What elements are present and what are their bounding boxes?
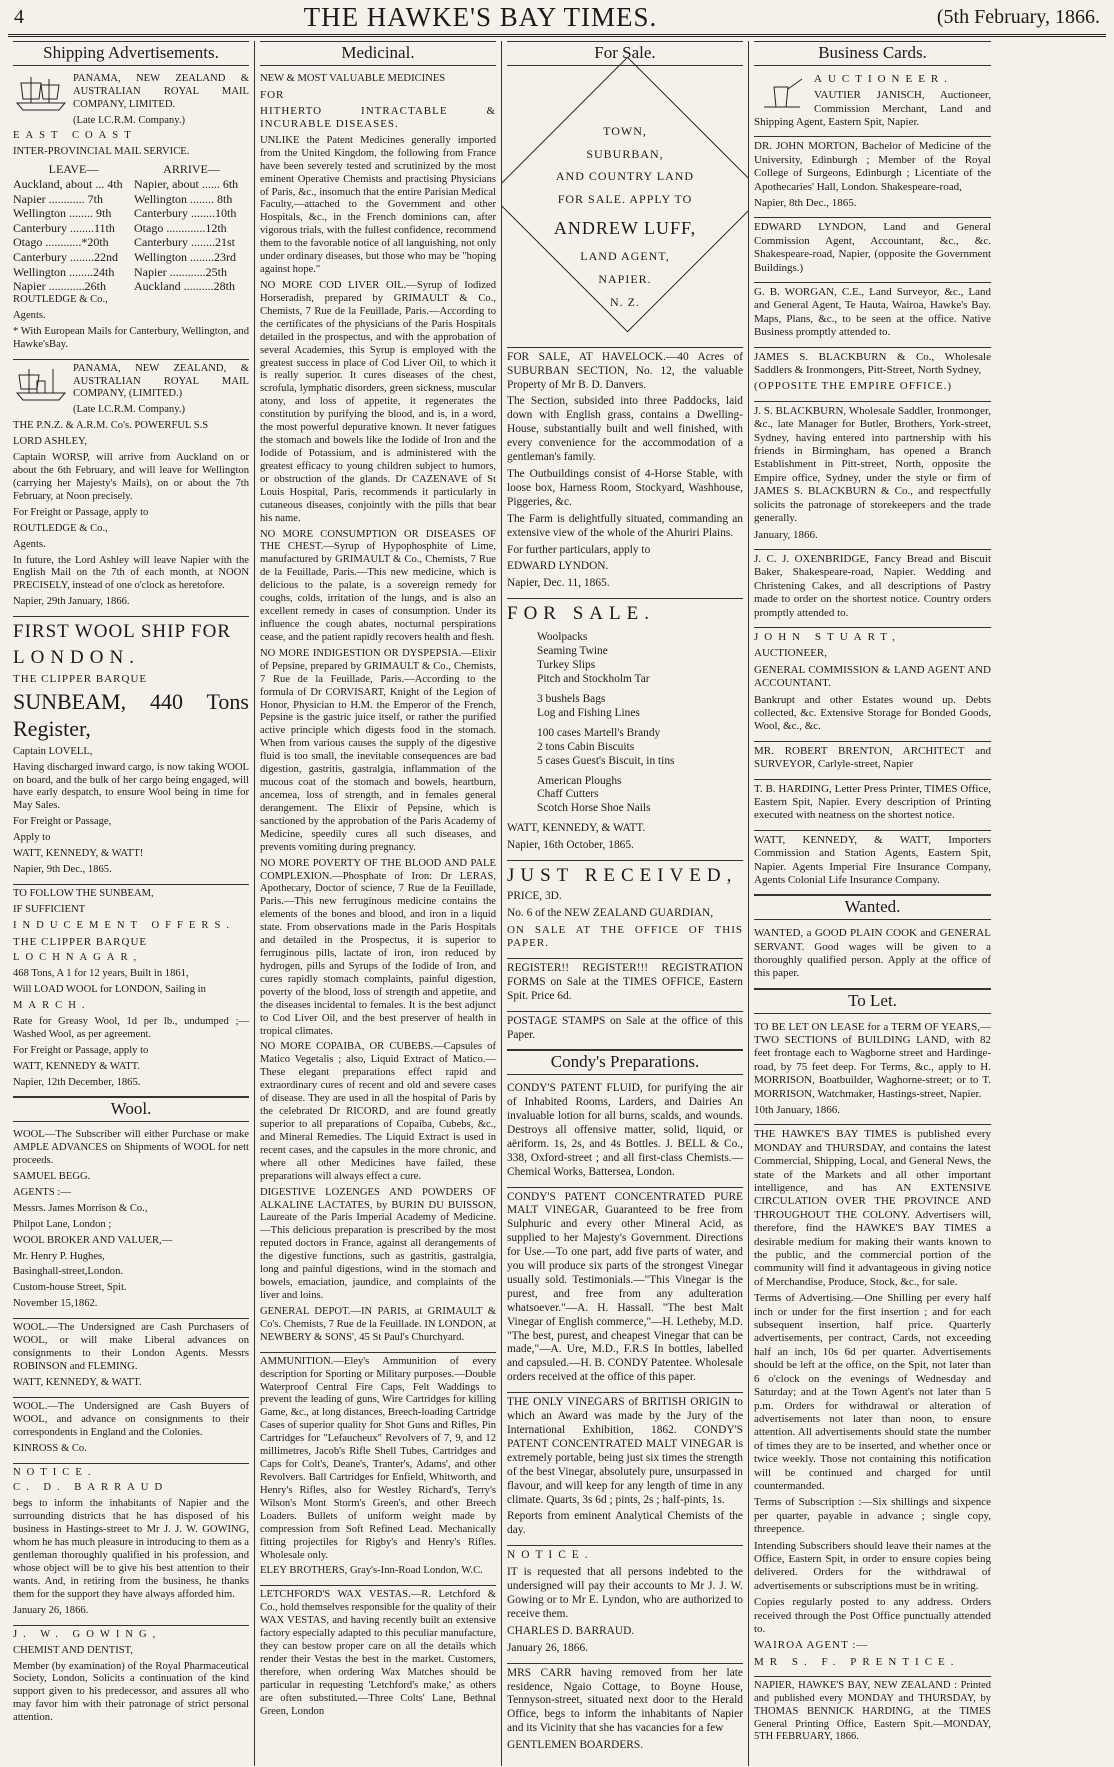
goods-list [507, 631, 743, 687]
goods-list [507, 693, 743, 721]
list-item: Seaming Twine [537, 645, 608, 658]
ad-sign: WATT, KENNEDY, & WATT. [13, 1376, 142, 1388]
ad-sign: EDWARD LYNDON. [507, 560, 609, 573]
card-brenton: MR. ROBERT BRENTON, ARCHITECT and SURVEYOR, Carlyle-street, Napier [754, 742, 991, 780]
mail-timetable [13, 162, 249, 294]
ad-gowing [13, 1626, 249, 1732]
ad-month: MARCH. [13, 999, 91, 1011]
ad-body: begs to inform the inhabitants of Napier and the surrounding districts that he has disposed of his business in Hastings-street to Mr J. J. W. GOWING, whom he has much pleasure in introducing to them as a gentleman thoroughly qualified in his profession, and whose object will be to give his best attention to their wants. And, in retiring from the business, he thanks them for the support they have always afforded him. [13, 1498, 249, 1600]
column-medicinal [255, 41, 502, 1766]
ad-title: J. W. GOWING, [13, 1628, 162, 1640]
ad-notice-accounts: NOTICE. IT is requested that all persons indebted to the undersigned will pay their accounts to Mr J. J. W. Gowing or to Mr E. Lyndon, who are authorized to receive them. CHARLES D. BARRAUD. January 26, 1866. [507, 1546, 743, 1663]
issue-date: (5th February, 1866. [936, 5, 1100, 28]
ad-service-name: INTER-PROVINCIAL MAIL SERVICE. [13, 146, 190, 158]
ad-havelock: FOR SALE, AT HAVELOCK.—40 Acres of SUBURBAN SECTION, No. 12, the valuable Property of Mr B. D. Danvers. The Section, subsided into three Paddocks, laid down with English grass, contains a Dwelling-House, substantially built and well finished, with every convenience for the accommodation of a gentleman's family. The Outbuildings consist of 4-Horse Stable, with loose box, Harness Room, Stockyard, Washhouse, Piggeries, &c. The Farm is delightfully situated, commanding an extensive view of the whole of the Ahuriri Plains. For further particulars, apply to EDWARD LYNDON. Napier, Dec. 11, 1865. [507, 348, 743, 600]
masthead [8, 0, 1106, 37]
section-heading: For Sale. [507, 41, 743, 66]
ad-title: FOR SALE, AT HAVELOCK.—40 Acres of SUBURBAN SECTION, No. 12, the valuable Property of Mr B. D. Danvers. [507, 350, 743, 391]
ad-sign: CHARLES D. BARRAUD. [507, 1624, 635, 1637]
ad-tons: 468 Tons, A 1 for 12 years, Built in 1861, [13, 968, 189, 980]
ad-sign: WATT, KENNEDY, & WATT. [507, 822, 646, 835]
ship-name: LOCHNAGAR, [13, 952, 143, 964]
ad-note: * With European Mails for Canterbury, Wellington, and Hawke'sBay. [13, 325, 249, 350]
card-stuart: JOHN STUART, AUCTIONEER, GENERAL COMMISSION & LAND AGENT AND ACCOUNTANT. Bankrupt and other Estates wound up. Debts collected, &c. Extensive Storage for Bonded Goods, Wool, &c., &c. [754, 628, 991, 742]
card-title: JOHN STUART, [754, 630, 901, 643]
ad-body: WOOL.—The Undersigned are Cash Buyers of WOOL, and advance on consignments to their correspondents in England and the Colonies. [13, 1400, 249, 1438]
list-item: Log and Fishing Lines [537, 706, 640, 719]
card-janisch: AUCTIONEER. VAUTIER JANISCH, Auctioneer, Commission Merchant, Land and Shipping Agent, Eastern Spit, Napier. [754, 70, 991, 138]
column-business [749, 41, 996, 1766]
table-row: Napier ............26th Auckland ..........28th [13, 279, 236, 294]
ad-wax-vestas: LETCHFORD'S WAX VESTAS.—R. Letchford & Co., hold themselves responsible for the quality of their WAX VESTAS, and having recently built an extensive factory especially adapted to this peculiar manufacture, they can bestow proper care on all the details which render their Vestas the best in the market. Customers, therefore, when ordering Wax Matches should be particular in requesting 'Letchford's make,' as others are often substituted.—Three Colts' Lane, Bethnal Green, London [260, 1589, 496, 1717]
notice-heading: NOTICE. [507, 1549, 594, 1562]
section-heading: Shipping Advertisements. [13, 41, 249, 66]
ad-barque: THE CLIPPER BARQUE [13, 672, 148, 685]
list-item: Woolpacks [537, 631, 588, 644]
ad-body: Having discharged inward cargo, is now taking WOOL on board, and the bulk of her cargo being engaged, will have early despatch, to ensure Wool being in time for May Sales. [13, 761, 249, 812]
ad-sunbeam [13, 617, 249, 885]
ad-agent: WATT, KENNEDY, & WATT! [13, 848, 144, 860]
wairoa-agent: MR S. F. PRENTICE. [754, 1655, 960, 1668]
section-heading: To Let. [754, 989, 991, 1014]
card-morton: DR. JOHN MORTON, Bachelor of Medicine of the University, Edinburgh ; Member of the Royal College of Surgeons, Edinburgh ; Licentiate of the Apothecaries' Hall, London. Shakespeare-road, Napier, 8th Dec., 1865. [754, 137, 991, 218]
ad-wool-kinross [13, 1398, 249, 1464]
list-item: Pitch and Stockholm Tar [537, 673, 650, 686]
newspaper-title: THE HAWKE'S BAY TIMES. [303, 1, 658, 32]
ad-notice-barraud [13, 1464, 249, 1626]
ad-agents: Agents. [13, 309, 46, 321]
ad-medicines: NEW & MOST VALUABLE MEDICINES FOR HITHERTO INTRACTABLE & INCURABLE DISEASES. UNLIKE the Patent Medicines generally imported from the United Kingdom, the following from France have been severely tested and scrutinized by the most eminent Operative Chemists and practising Physicians of Paris, &c., insomuch that the entire Parisian Medical Faculty,—attached to the Government and other Hospitals, &c., in the French dominions can, after vigorous trials, with the fullest confidence, recommend them to the favorable notice of all languishing, not only under ordinary diseases, but those who may be "hoping against hope." NO MORE COD LIVER OIL.—Syrup of Iodized Horseradish, prepared by GRIMAULT & Co., Chemists, 7 Rue de la Feuillade, Paris.—According to the certificates of the physicians of the Paris Hospitals detailed in the prospectus, and with the approbation of several Academies, this Syrup is employed with the greatest success in place of Cod Liver Oil, to which it is really superior. It cures diseases of the chest, scrofula, lymphatic disorders, green sickness, muscular atony, and loss of appetite, it regenerates the constitution by purifying the blood, and is, in a word, the most powerful depurative known. It never fatigues the stomach and bowels like the Iodide of Iron and the Iodide of Potassium, and is administered with the greatest efficacy to young children subject to humors, or obstruction of the glands. Dr CAZENAVE of St Louis Hospital, Paris, recommends it particularly in cutaneous diseases, conjointly with the pills that bear his name. NO MORE CONSUMPTION OR DISEASES OF THE CHEST.—Syrup of Hypophosphite of Lime, manufactured by GRIMAULT & Co., Chemists, 7 Rue de la Feuillade, Paris.—This new medicine, which is delicious to the palate, is a sovereign remedy for coughs, colds, irritation of the lungs, and is also an excellent remedy in cases of consumption. Under its influence the cough abates, nocturnal perspirations cease, and the patient rapidly recovers health and flesh. NO MORE INDIGESTION OR DYSPEPSIA.—Elixir of Pepsine, prepared by GRIMAULT & Co., Chemists, 7 Rue de la Feuillade, Paris.—According to the formula of Dr CORVISART, Knight of the Legion of Honor, Physician to H.M. the Emperor of the French, Pepsine is the gastric juice itself, or rather the purified active principle which digests food in the stomach. When from various causes the supply of the digestive fluid is too small, the inevitable consequences are bad digestion, gastritis, gastralgia, inflammation of the mucous coat of the stomach and bowels, heartburn, ancemea, loss of strength, and in females general derangement. The Elixir of Pepsine, which is sanctioned by the approbation of the Paris Academy of Medicine, speedily cures all such diseases, and prevents vomiting during pregnancy. NO MORE POVERTY OF THE BLOOD AND PALE COMPLEXION.—Phosphate of Iron: Dr LERAS, Apothecary, Doctor of science, 7 Rue de la Feuillade, Paris.—This new ferruginous medicine contains the elements of the bones and blood, and iron in a liquid state. From observations made in the Paris Hospitals and detailed in the Prospectus, it is superior to ferruginous pills, lactate of iron, iron reduced by hydrogen, pills and Syrups of the Iodide of Iron, and cures rapidly stomach complaints, painful digestion, poverty of the blood, loss of strength and appetite, and the diseases incidental to females. It is the best adjunct to Cod Liver Oil, and the best preserver of health in tropical climates. NO MORE COPAIBA, OR CUBEBS.—Capsules of Matico Vegetalis ; also, Liquid Extract of Matico.—These elegant preparations effect rapid and extraordinary cures of recent and old and severe cases of disease. They are used in all the hospital of Paris by the celebrated Dr RICORD, and are found greatly superior to all preparations of Copaiba, Cubebs, &c., and Mineral Remedies. The Liquid Extract is used in recent cases, and the capsules in the more chronic, and where all other Medicines have failed, these preparations will always effect a cure. DIGESTIVE LOZENGES AND POWDERS OF ALKALINE LACTATES, by BURIN DU BUISSON, Laureate of the Paris Imperial Academy of Medicine.—This delicious preparation is prescribed by the most reputed doctors in France, against all derangements of the digestive functions, such as gastritis, gastralgia, long and painful digestions, wind in the stomach and bowels, emaciation, jaundice, and complaints of the liver and loins. GENERAL DEPOT.—IN PARIS, at GRIMAULT & Co's. Chemists, 7 Rue de la Feuillade. IN LONDON, at NEWBERY & SONS', 45 St Paul's Churchyard. [260, 70, 496, 1353]
ad-ammunition: AMMUNITION.—Eley's Ammunition of every description for Sporting or Military purposes.—Double Waterproof Central Fire Caps, Felt Waddings to prevent the leading of guns, Wire Cartridges for killing Game, &c., at long distances, Breech-loading Cartridge Cases of superior quality for Shot Guns and Rifles, Pin Cartridges for "Lefaucheux" Revolvers of 7, 9, and 12 millimetres, Jacob's Rifle Shell Tubes, Cartridges and Caps for Colt's, Deane's, Tranter's, Adams', and other Revolvers. Ball Cartridges for Enfield, Whitworth, and Henry's Rifles, also for Westley Richard's, Terry's Wilson's Mont Storm's Green's, and other Breech Loaders. Bullets of uniform weight made by compression from Soft Refined Lead. Mechanically fitting projectiles for Rigby's and Henry's Rifles. Wholesale only. ELEY BROTHERS, Gray's-Inn-Road London, W.C. [260, 1353, 496, 1587]
ad-date: Napier, 9th Dec., 1865. [13, 864, 112, 876]
ad-to-let: TO BE LET ON LEASE for a TERM OF YEARS,—TWO SECTIONS of BUILDING LAND, with 82 feet frontage each to Wagborne street and Hardinge-road, by 75 feet deep. For Terms, &c., apply to H. MORRISON, Boatbuilder, Waghorne-street; or to T. MORRISON, Watchmaker, Hastings-street, Napier. 10th January, 1866. [754, 1018, 991, 1126]
ad-service: EAST COAST [13, 130, 137, 142]
ad-condy-british: THE ONLY VINEGARS of BRITISH ORIGIN to which an Award was made by the Jury of the International Exhibition, 1862. CONDY'S PATENT CONCENTRATED MALT VINEGAR is extremely portable, being just six times the strength of the best Vinegar, absolutely pure, unsurpassed in flavour, and will keep for any length of time in any climate. Quarts, 3s 6d ; pints, 2s ; half-pints, 1s. Reports from eminent Analytical Chemists of the day. [507, 1393, 743, 1546]
ad-mail-service [13, 70, 249, 360]
ad-wanted: WANTED, a GOOD PLAIN COOK and GENERAL SERVANT. Good wages will be given to a thoroughly qualified person. Apply at the office of this paper. [754, 924, 991, 989]
table-row: Auckland, about ... 4th Napier, about ...... 6th [13, 176, 239, 191]
section-heading: Wanted. [754, 895, 991, 920]
ad-date: Napier, Dec. 11, 1865. [507, 577, 610, 590]
ad-postage: POSTAGE STAMPS on Sale at the office of this Paper. [507, 1012, 743, 1051]
ad-title: FIRST WOOL SHIP FOR [13, 621, 232, 643]
table-row: Wellington ........24th Napier ............25th [13, 264, 227, 279]
ad-title-2: IF SUFFICIENT [13, 903, 86, 915]
section-heading: Medicinal. [260, 41, 496, 66]
ad-date: Napier, 16th October, 1865. [507, 839, 634, 852]
ad-lord-ashley [13, 360, 249, 618]
ad-load: Will LOAD WOOL for LONDON, Sailing in [13, 983, 206, 995]
ad-body: Member (by examination) of the Royal Pharmaceutical Society, London, Solicits a continuation of the kind support given to his predecessor, and assures all who may favor him with their patronage of strict personal attention. [13, 1660, 249, 1724]
ad-times-info: THE HAWKE'S BAY TIMES is published every MONDAY and THURSDAY, and contains the latest Commercial, Shipping, Local, and General News, the state of the Markets and all other important intelligence, and has AN EXTENSIVE CIRCULATION OVER THE PROVINCE AND THROUGHOUT THE COLONY. Advertisers will, therefore, find the HAWKE'S BAY TIMES a desirable medium for making their wants known to the public, and the commercial portion of the community will find it advantageous in giving notice of Merchandise, Produce, Stock, &c., for sale. Terms of Advertising.—One Shilling per every half inch or under for the first insertion ; and for each subsequent insertion, half price. Quarterly advertisements, per contract, Cards, not exceeding half an inch, 10s 6d per quarter. Advertisements should be left at the office, on the Spit, not later than 6 o'clock on the evenings of Wednesday and Saturday; and at the Town Agent's not later than 5 p.m. Orders for withdrawal or alteration of advertisements not later than noon, to ensure attention. All advertisements should state the number of times they are to be inserted, and whether once or twice weekly. Those not containing this notification will be continued and charged for until countermanded. Terms of Subscription :—Six shillings and sixpence per quarter, payable in advance ; single copy, threepence. Intending Subscribers should leave their names at the Office, Eastern Spit, in order to ensure copies being delivered. Orders for the withdrawal of advertisements or subscriptions must be in writing. Copies regularly posted to any address. Orders received through the Post Office punctually attended to. WAIROA AGENT :— MR S. F. PRENTICE. [754, 1125, 991, 1677]
ship-name: SUNBEAM, 440 Tons Register, [13, 689, 249, 741]
ad-freight: For Freight or Passage, [13, 816, 112, 828]
ad-goods-for-sale [507, 599, 743, 861]
ad-sign: ELEY BROTHERS, Gray's-Inn-Road London, W.C. [260, 1565, 483, 1577]
ad-body: WOOL—The Subscriber will either Purchase or make AMPLE ADVANCES on Shipments of WOOL for nett proceeds. [13, 1129, 249, 1166]
ad-freight: For Freight or Passage, apply to [13, 1044, 149, 1056]
ad-body: WOOL.—The Undersigned are Cash Purchasers of WOOL, or will make Liberal advances on consignments to their London Agents. Messrs ROBINSON and FLEMING. [13, 1322, 249, 1372]
ad-title: NEW & MOST VALUABLE MEDICINES [260, 72, 446, 84]
ad-agent: ROUTLEDGE & Co., [13, 293, 108, 305]
card-harding: T. B. HARDING, Letter Press Printer, TIMES Office, Eastern Spit, Napier. Every description of Printing executed with neatness on the shortest notice. [754, 780, 991, 831]
diamond-text: TOWN, SUBURBAN, AND COUNTRY LAND FOR SALE. APPLY TO ANDREW LUFF, LAND AGENT, NAPIER. N. Z. [553, 123, 697, 309]
ad-title: PANAMA, NEW ZEALAND, & AUSTRALIAN ROYAL MAIL COMPANY, (LIMITED.) [73, 362, 249, 400]
th-leave: LEAVE— [48, 162, 99, 177]
ad-subtitle: (Late I.C.R.M. Company.) [73, 114, 185, 126]
card-worgan: G. B. WORGAN, C.E., Land Surveyor, &c., Land and General Agent, Te Hauta, Wairoa, Hawke's Bay. Maps, Plans, &c., to be seen at the office. Native Business promptly attended to. [754, 283, 991, 348]
ad-andrew-luff [507, 70, 743, 348]
ad-title: FOR SALE. [507, 603, 655, 625]
card-blackburn: J. S. BLACKBURN, Wholesale Saddler, Ironmonger, &c., late Manager for Butler, Brothers, York-street, Sydney, having entered into partnership with his friends in Birmingham, has opened a Branch Establishment in Pitt-street, North, opposite the Empire office, Sydney, under the style or firm of JAMES S. BLACKBURN & Co., and respectfully solicits the patronage of storekeepers and the trade generally. January, 1866. [754, 402, 991, 550]
ad-agent: WATT, KENNEDY & WATT. [13, 1060, 141, 1072]
ad-register: REGISTER!! REGISTER!!! REGISTRATION FORMS on Sale at the TIMES OFFICE, Eastern Spit. Price 6d. [507, 959, 743, 1012]
ad-line: THE P.N.Z. & A.R.M. Co's. POWERFUL S.S [13, 420, 209, 432]
list-item: Scotch Horse Shoe Nails [537, 802, 651, 815]
card-watt-kennedy: WATT, KENNEDY, & WATT, Importers Commission and Station Agents, Eastern Spit, Napier. Agents Imperial Fire Insurance Company, Agents Colonial Life Insurance Company. [754, 831, 991, 896]
ad-just-received: JUST RECEIVED, PRICE, 3D. No. 6 of the NEW ZEALAND GUARDIAN, ON SALE AT THE OFFICE OF THIS PAPER. [507, 861, 743, 959]
section-heading: Business Cards. [754, 41, 991, 66]
ad-freight: For Freight or Passage, apply to [13, 506, 149, 518]
ad-body: Captain WORSP, will arrive from Auckland on or about the 6th February, and will leave for Wellington (carrying her Majesty's Mails), on or about the 7th February, at Noon precisely. [13, 452, 249, 502]
auctioneer-icon [754, 73, 810, 113]
ad-title-3: INDUCEMENT OFFERS. [13, 919, 235, 931]
table-row: Wellington ........ 9th Canterbury ........10th [13, 206, 237, 221]
ad-barque: THE CLIPPER BARQUE [13, 935, 148, 948]
ad-date: Napier, 12th December, 1865. [13, 1076, 141, 1088]
list-item: Turkey Slips [537, 659, 596, 672]
section-heading: Condy's Preparations. [507, 1050, 743, 1075]
th-arrive: ARRIVE— [163, 162, 220, 177]
ad-sign: SAMUEL BEGG. [13, 1170, 91, 1182]
ad-date: January 26, 1866. [13, 1604, 89, 1616]
ad-sign: KINROSS & Co. [13, 1442, 87, 1454]
list-item: 100 cases Martell's Brandy [537, 726, 661, 739]
ad-title: TO FOLLOW THE SUNBEAM, [13, 887, 154, 899]
list-item: American Ploughs [537, 774, 622, 787]
ad-subtitle: CHEMIST AND DENTIST, [13, 1644, 133, 1656]
ad-title: PANAMA, NEW ZEALAND & AUSTRALIAN ROYAL MAIL COMPANY, LIMITED. [73, 72, 249, 110]
list-item: 5 cases Guest's Biscuit, in tins [537, 754, 675, 767]
ad-condy-fluid: CONDY'S PATENT FLUID, for purifying the air of Inhabited Rooms, Larders, and Dairies An invaluable lotion for all burns, scalds, and wounds. Destroys all offensive matter, solid, liquid, or aëriform. 1s, 2s, and 4s Bottles. J. BELL & Co., 338, Oxford-street ; and all first-class Chemists.—Chemical Works, Battersea, London. [507, 1079, 743, 1187]
notice-heading: NOTICE. [13, 1466, 97, 1478]
list-item: Chaff Cutters [537, 788, 599, 801]
ad-lochnagar [13, 885, 249, 1097]
column-for-sale [502, 41, 749, 1766]
page-number: 4 [14, 5, 24, 28]
table-row: Canterbury ........11th Otago .............12th [13, 220, 227, 235]
table-row: Napier ............ 7th Wellington ........ 8th [13, 191, 233, 206]
ship-icon [13, 73, 69, 113]
ad-date: Napier, 29th January, 1866. [13, 596, 130, 608]
goods-list [507, 775, 743, 817]
notice-title: C. D. BARRAUD [13, 1482, 169, 1494]
ad-subtitle: HITHERTO INTRACTABLE & INCURABLE DISEASES. [260, 105, 496, 131]
imprint: NAPIER, HAWKE'S BAY, NEW ZEALAND : Printed and published every MONDAY and THURSDAY, by THOMAS BENNICK HARDING, at the TIMES General Printing Office, Eastern Spit.—MONDAY, 5TH FEBRUARY, 1866. [754, 1680, 991, 1743]
steamship-icon [13, 363, 69, 403]
ad-wool-watt [13, 1319, 249, 1398]
ad-agent: ROUTLEDGE & Co., [13, 522, 108, 534]
ad-date: January 26, 1866. [507, 1641, 588, 1654]
section-heading: Wool. [13, 1097, 249, 1122]
columns [8, 41, 1106, 1766]
ad-apply: Apply to [13, 832, 51, 844]
ad-note: In future, the Lord Ashley will leave Napier with the English Mail on the 7th of each month, at NOON PRECISELY, instead of one o'clock as heretofore. [13, 554, 249, 592]
column-shipping [8, 41, 255, 1766]
general-depot: GENERAL DEPOT.—IN PARIS, at GRIMAULT & Co's. Chemists, 7 Rue de la Feuillade. IN LONDON, at NEWBERY & SONS', 45 St Paul's Churchyard. [260, 1305, 496, 1343]
list-item: 2 tons Cabin Biscuits [537, 740, 635, 753]
card-title: AUCTIONEER. [814, 72, 954, 85]
ad-captain: Captain LOVELL, [13, 745, 93, 757]
ad-title-2: LONDON. [13, 647, 140, 669]
ad-mrs-carr: MRS CARR having removed from her late residence, Ngaio Cottage, to Boyne House, Tennyson-street, situated next door to the Herald Office, begs to inform the inhabitants of Napier and its Vicinity that she has vacancies for a few GENTLEMEN BOARDERS. [507, 1666, 743, 1752]
list-item: 3 bushels Bags [537, 693, 606, 706]
ad-subtitle: (Late I.C.R.M. Company.) [73, 404, 185, 416]
ad-title: JUST RECEIVED, [507, 865, 738, 887]
table-row: Canterbury ........22nd Wellington ........23rd [13, 250, 237, 265]
ship-name: LORD ASHLEY, [13, 436, 87, 448]
goods-list [507, 727, 743, 769]
table-row: Otago ............*20th Canterbury ........21st [13, 235, 236, 250]
ad-wool-begg: WOOL—The Subscriber will either Purchase or make AMPLE ADVANCES on Shipments of WOOL for nett proceeds. SAMUEL BEGG. AGENTS :— Messrs. James Morrison & Co., Philpot Lane, London ; WOOL BROKER AND VALUER,— Mr. Henry P. Hughes, Basinghall-street,London. Custom-house Street, Spit. November 15,1862. [13, 1126, 249, 1319]
ad-condy-vinegar: CONDY'S PATENT CONCENTRATED PURE MALT VINEGAR, Guaranteed to be free from Sulphuric and every other Mineral Acid, as supplied to her Majesty's Government. Directions for Use.—To one part, add five parts of water, and you will produce six parts of the strongest Vinegar usually sold. Testimonials.—"This Vinegar is the purest, and free from any adulteration whatsoever."—A. H. Hassall. "The best Malt Vinegar of English commerce,"—H. Letheby, M.D. "The best, purest, and cheapest Vinegar that can be made,"—A. Ure, M.D., F.R.S In bottles, labelled and capsuled.—H. B. CONDY Patentee. Wholesale orders received at the office of this paper. [507, 1188, 743, 1394]
ad-agents: Agents. [13, 538, 46, 550]
ad-rate: Rate for Greasy Wool, 1d per lb., undumped ;— Washed Wool, as per agreement. [13, 1015, 249, 1040]
card-lyndon: EDWARD LYNDON, Land and General Commission Agent, Accountant, &c., &c. Shakespeare-road, Napier, (opposite the Government Buildings.) [754, 218, 991, 283]
card-oxenbridge: J. C. J. OXENBRIDGE, Fancy Bread and Biscuit Baker, Shakespeare-road, Napier. Wedding and Christening Cakes, and all descriptions of Pastry made to order on the shortest notice. Country orders promptly attended to. [754, 550, 991, 628]
card-blackburn-co: JAMES S. BLACKBURN & Co., Wholesale Saddlers & Ironmongers, Pitt-Street, North Sydney, (OPPOSITE THE EMPIRE OFFICE.) [754, 348, 991, 402]
